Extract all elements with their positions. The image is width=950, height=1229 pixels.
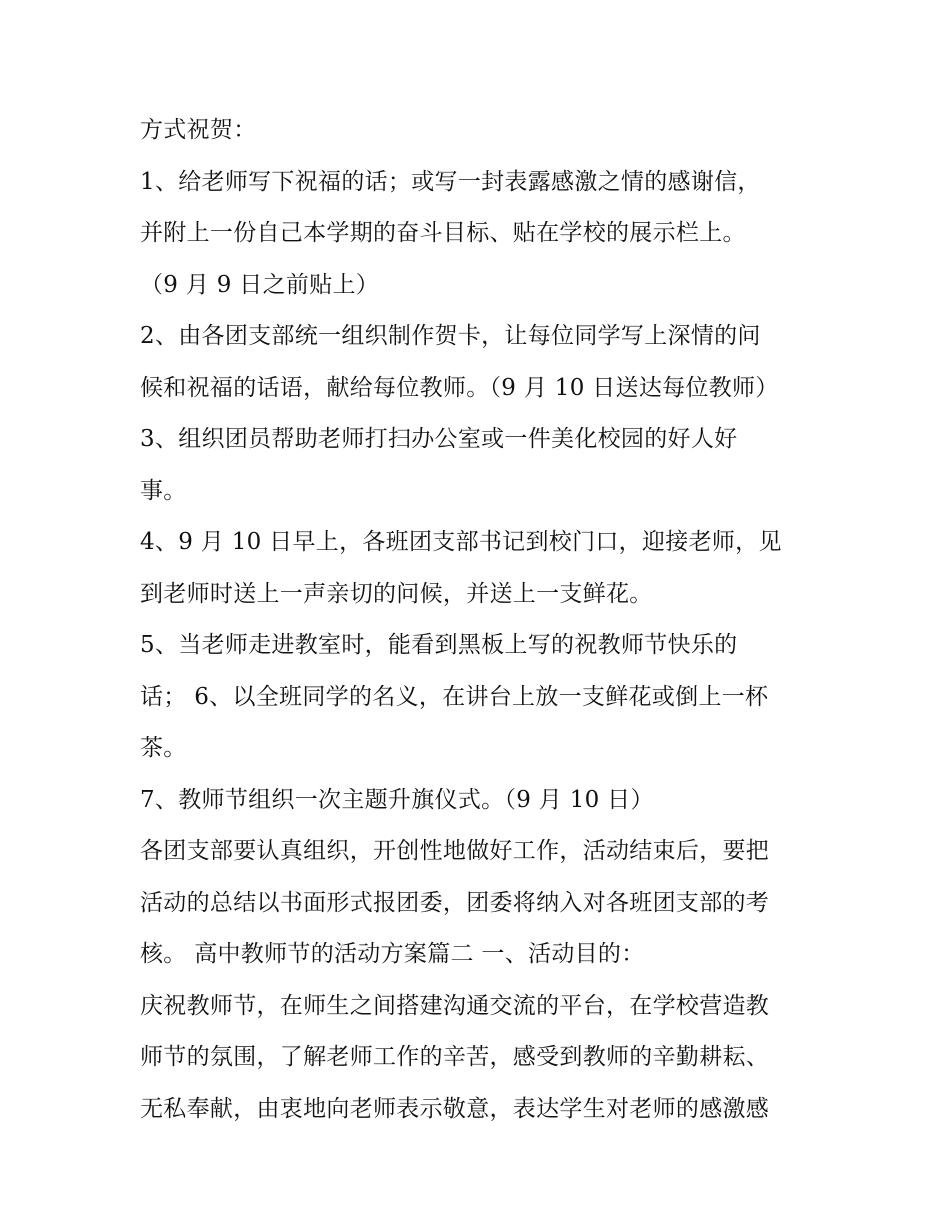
text-line: 活动的总结以书面形式报团委，团委将纳入对各班团支部的考 — [140, 889, 770, 916]
text-line: 并附上一份自己本学期的奋斗目标、贴在学校的展示栏上。 — [140, 220, 746, 246]
text-line: （9 月 9 日之前贴上） — [140, 271, 380, 298]
text-line: 无私奉献，由衷地向老师表示敬意，表达学生对老师的感激感 — [140, 1095, 770, 1122]
text-line: 4、9 月 10 日早上，各班团支部书记到校门口，迎接老师，见 — [140, 529, 782, 555]
text-line: 各团支部要认真组织，开创性地做好工作，活动结束后，要把 — [140, 838, 770, 864]
text-line: 事。 — [140, 477, 187, 504]
text-line: 庆祝教师节，在师生之间搭建沟通交流的平台，在学校营造教 — [140, 992, 770, 1019]
text-line: 2、由各团支部统一组织制作贺卡，让每位同学写上深情的问 — [140, 323, 761, 349]
text-line: 5、当老师走进教室时，能看到黑板上写的祝教师节快乐的 — [140, 632, 738, 658]
text-line: 候和祝福的话语，献给每位教师。（9 月 10 日送达每位教师） — [140, 374, 779, 401]
document-body — [140, 108, 830, 1138]
text-line: 3、组织团员帮助老师打扫办公室或一件美化校园的好人好 — [140, 426, 738, 452]
text-line: 核。 高中教师节的活动方案篇二 一、活动目的： — [140, 941, 645, 967]
text-line: 茶。 — [140, 735, 187, 761]
text-line: 7、教师节组织一次主题升旗仪式。（9 月 10 日） — [140, 786, 654, 813]
text-line: 师节的氛围，了解老师工作的辛苦，感受到教师的辛勤耕耘、 — [140, 1044, 770, 1070]
text-line: 到老师时送上一声亲切的问候，并送上一支鲜花。 — [140, 580, 653, 607]
text-line: 话； 6、以全班同学的名义，在讲台上放一支鲜花或倒上一杯 — [140, 683, 769, 710]
text-line: 1、给老师写下祝福的话；或写一封表露感激之情的感谢信， — [140, 168, 761, 195]
text-line: 方式祝贺： — [140, 117, 257, 143]
